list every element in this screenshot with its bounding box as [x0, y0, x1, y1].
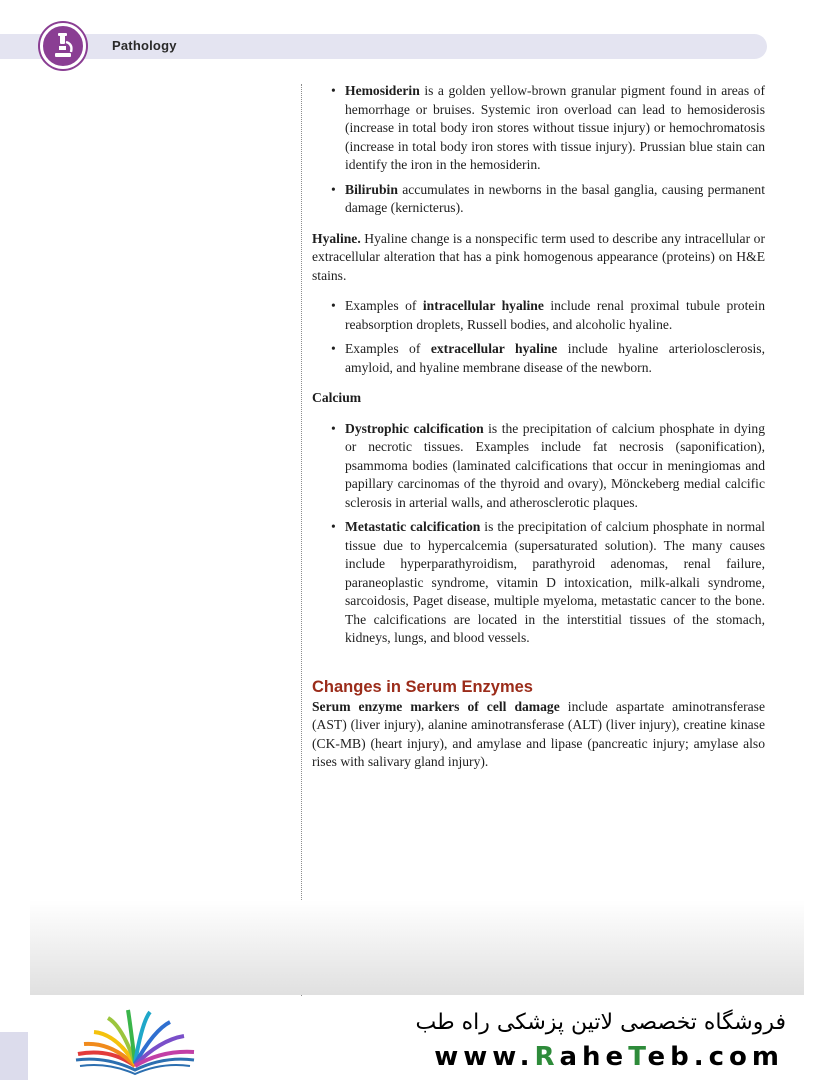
page-edge-stripe [0, 1032, 28, 1080]
hyaline-heading: Hyaline. [312, 230, 361, 246]
term-bilirubin: Bilirubin [345, 181, 398, 197]
calcium-list [312, 420, 765, 648]
list-item: • Bilirubin accumulates in newborns in the basal ganglia, causing permanent damage (kernicterus). [331, 181, 765, 215]
list-item: • Examples of extracellular hyaline include hyaline arteriolosclerosis, amyloid, and hyaline membrane disease of the newborn. [331, 341, 765, 375]
item-text: include hyaline arteriolosclerosis, amyloid, and hyaline membrane disease of the newborn. [345, 341, 765, 375]
enzymes-text: include aspartate aminotransferase (AST) (liver injury), alanine aminotransferase (ALT) (liver injury), creatine kinase (CK-MB) (heart injury), and amylase and lipase (pancreatic injury; amylase also rises with salivary gland injury). [312, 698, 766, 769]
term-hemosiderin: Hemosiderin [345, 83, 420, 98]
term-extracellular-hyaline: extracellular hyaline [430, 341, 558, 356]
list-item: • Examples of intracellular hyaline include renal proximal tubule protein reabsorption droplets, Russell bodies, and alcoholic hyaline. [331, 298, 765, 332]
pigment-list [312, 82, 765, 218]
term-serum-enzyme-markers: Serum enzyme markers of cell damage [312, 698, 560, 714]
banner-website-url: www.RaheTeb.com [434, 1042, 784, 1072]
enzymes-paragraph [312, 698, 765, 772]
hyaline-paragraph [312, 230, 765, 286]
item-text: is the precipitation of calcium phosphate in dying or necrotic tissues. Examples include fat necrosis (saponification), psammoma bodies (laminated calcifications that occur in meningiomas and papillary carcinomas of the thyroid and ovary), Mönckeberg medial calcific sclerosis in arterial walls, and atherosclerotic plaques. [345, 420, 765, 510]
item-text: is the precipitation of calcium phosphate in normal tissue due to hypercalcemia (supersaturated solution). The many causes include hyperparathyroidism, parathyroid adenomas, renal failure, paraneoplastic syndrome, vitamin D intoxication, milk-alkali syndrome, sarcoidosis, Paget disease, multiple myeloma, metastatic cancer to the bone. The calcifications are located in the interstitial tissues of the stomach, kidneys, lungs, and blood vessels. [345, 519, 766, 645]
page-body [312, 82, 765, 772]
open-book-logo-icon [70, 1008, 200, 1076]
calcium-heading: Calcium [312, 390, 362, 405]
margin-divider [301, 84, 302, 996]
list-item: • Dystrophic calcification is the precipitation of calcium phosphate in dying or necrotic tissues. Examples include fat necrosis (saponification), psammoma bodies (laminated calcifications that occur in meningiomas and papillary carcinomas of the thyroid and ovary), Mönckeberg medial calcific sclerosis in arterial walls, and atherosclerotic plaques. [331, 420, 765, 510]
page-bottom-shadow [30, 900, 804, 995]
list-item: • Metastatic calcification is the precipitation of calcium phosphate in normal tissue due to hypercalcemia (supersaturated solution). The many causes include hyperparathyroidism, parathyroid adenomas, renal failure, paraneoplastic syndrome, vitamin D intoxication, milk-alkali syndrome, sarcoidosis, Paget disease, multiple myeloma, metastatic cancer to the bone. The calcifications are located in the interstitial tissues of the stomach, kidneys, lungs, and blood vessels. [331, 519, 766, 645]
microscope-icon [40, 23, 86, 69]
banner-persian-text: فروشگاه تخصصی لاتین پزشکی راه طب [415, 1010, 786, 1035]
running-header-title: Pathology [112, 38, 177, 53]
term-metastatic-calcification: Metastatic calcification [345, 519, 481, 534]
item-text: accumulates in newborns in the basal ganglia, causing permanent damage (kernicterus). [345, 181, 765, 215]
section-heading-serum-enzymes: Changes in Serum Enzymes [312, 677, 533, 696]
hyaline-text: Hyaline change is a nonspecific term used to describe any intracellular or extracellular alteration that has a pink homogenous appearance (proteins) on H&E stains. [312, 230, 765, 283]
term-dystrophic-calcification: Dystrophic calcification [345, 420, 484, 436]
item-text: include renal proximal tubule protein reabsorption droplets, Russell bodies, and alcoholic hyaline. [345, 298, 765, 332]
term-intracellular-hyaline: intracellular hyaline [422, 298, 544, 313]
list-item: • Hemosiderin is a golden yellow-brown granular pigment found in areas of hemorrhage or bruises. Systemic iron overload can lead to hemosiderosis (increase in total body iron stores without tissue injury) or hemochromatosis (increase in total body iron stores with tissue injury). Prussian blue stain can identify the iron in the hemosiderin. [331, 83, 765, 172]
item-text: is a golden yellow-brown granular pigment found in areas of hemorrhage or bruises. Systemic iron overload can lead to hemosiderosis (increase in total body iron stores without tissue injury) or hemochromatosis (increase in total body iron stores with tissue injury). Prussian blue stain can identify the iron in the hemosiderin. [345, 83, 765, 172]
hyaline-list [312, 297, 765, 377]
